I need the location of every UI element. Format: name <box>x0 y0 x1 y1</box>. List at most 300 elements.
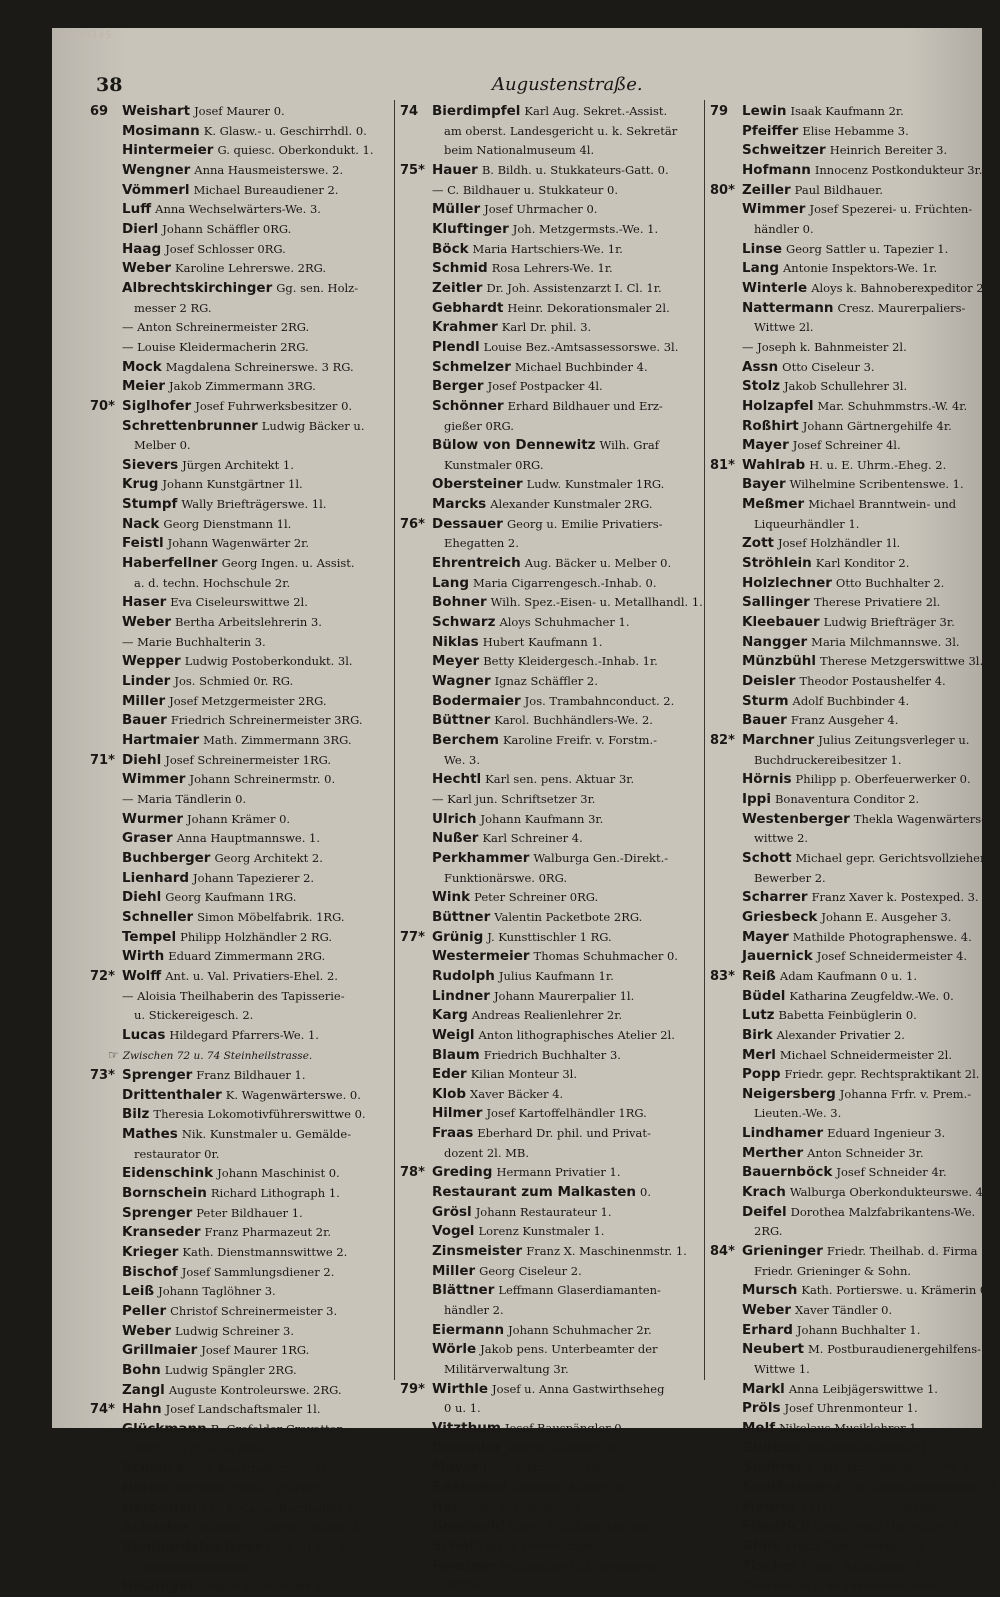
entry-text: Erhard Bildhauer und Erz- <box>507 398 663 413</box>
entry-text: Johanna Frfr. v. Prem.- <box>839 1086 972 1101</box>
resident-name: Nattermann <box>742 299 834 316</box>
directory-entry <box>710 338 980 358</box>
resident-name: Reinhardstoettner <box>122 1538 263 1555</box>
directory-entry <box>90 1086 390 1106</box>
entry-continuation <box>400 751 702 771</box>
directory-entry <box>90 200 390 220</box>
entry-text: Jos. Trambahnconduct. 2. <box>524 693 675 708</box>
directory-entry <box>400 220 702 240</box>
note-text: Zwischen 72 u. 74 Steinheilstrasse. <box>122 1049 313 1062</box>
resident-name: Edelmann <box>432 1478 508 1495</box>
directory-entry <box>90 358 390 378</box>
resident-name: Holste <box>122 1479 171 1496</box>
directory-entry <box>90 377 390 397</box>
entry-continuation <box>90 574 390 594</box>
resident-name: Wörle <box>432 1341 477 1358</box>
directory-entry <box>710 122 980 142</box>
scan-id: 00038345 <box>56 30 113 41</box>
entry-text: Joseph Gastwirth 0. <box>505 1440 621 1455</box>
directory-entry <box>90 1164 390 1184</box>
resident-name: Meyer <box>432 653 480 670</box>
directory-entry <box>400 1537 702 1557</box>
resident-name: Stumpf <box>122 496 178 513</box>
resident-name: Bierdimpfel <box>432 103 521 119</box>
entry-text: Josef Kartoffelhändler 1RG. <box>486 1106 647 1121</box>
entry-text: Louise Bez.-Amtsassessorswe. 3l. <box>483 339 679 354</box>
entry-text: Friedr. Theilhab. d. Firma <box>826 1244 978 1259</box>
resident-name: Greding <box>432 1164 493 1181</box>
resident-name: Melf <box>742 1419 776 1436</box>
resident-name: Büdel <box>742 987 786 1004</box>
resident-name: Rudolph <box>432 967 495 984</box>
resident-name: Neigersberg <box>742 1085 836 1102</box>
directory-entry <box>90 1223 390 1243</box>
resident-name: Grösl <box>432 1203 472 1220</box>
resident-name: Marchner <box>742 732 815 748</box>
entry-text: Ludwig Bäcker u. <box>261 418 365 433</box>
entry-text: Georg Sattler u. Tapezier 1. <box>786 241 949 256</box>
resident-name: Holzapfel <box>742 397 814 414</box>
resident-name: Haser <box>122 594 167 611</box>
directory-entry <box>90 908 390 928</box>
house-number: 74* <box>90 1402 115 1418</box>
entry-continuation <box>710 1104 980 1124</box>
resident-name: Haberfellner <box>122 555 218 572</box>
directory-entry <box>90 928 390 948</box>
resident-name: Hofmann <box>742 161 811 178</box>
directory-entry <box>710 1046 980 1066</box>
entry-text: Peter Bildhauer 1. <box>196 1205 303 1220</box>
directory-entry <box>710 299 980 319</box>
resident-name: Schott <box>742 849 792 866</box>
entry-text: Josef Holzhändler 1l. <box>777 536 901 551</box>
entry-text: David pens. Hartschier 3. <box>813 1519 963 1534</box>
resident-name: Marcks <box>432 496 487 513</box>
entry-text: Antonie Inspektors-We. 1r. <box>783 261 938 276</box>
directory-entry <box>710 1242 980 1262</box>
resident-name: Lang <box>742 260 779 277</box>
entry-text: Philipp p. Oberfeuerwerker 0. <box>795 772 971 787</box>
entry-text: Wilhelmine Scribentenswe. 1. <box>789 477 964 492</box>
directory-entry <box>90 495 390 515</box>
entry-text: Friedr. Acquisiteur 4. <box>801 1558 926 1573</box>
directory-entry <box>90 1381 390 1401</box>
entry-text: Aug. Bäcker u. Melber 0. <box>524 556 672 571</box>
directory-entry <box>90 181 390 201</box>
directory-entry <box>710 888 980 908</box>
directory-entry <box>400 358 702 378</box>
resident-name: Popp <box>742 1066 781 1083</box>
resident-name: Deifel <box>742 1203 787 1220</box>
entry-text: Leffmann Glaserdiamanten- <box>498 1283 661 1298</box>
resident-name: Assn <box>742 358 779 375</box>
entry-text: Babetta Feinbüglerin 0. <box>778 1008 917 1023</box>
entry-text: Johann Maurerpalier 1l. <box>493 988 635 1003</box>
directory-entry <box>90 456 390 476</box>
resident-name: Mursch <box>742 1282 798 1299</box>
directory-entry <box>90 534 390 554</box>
house-number: 71* <box>90 752 115 768</box>
directory-entry <box>90 318 390 338</box>
resident-name: Luff <box>122 201 152 218</box>
directory-entry <box>710 770 980 790</box>
resident-name: Mayer <box>742 928 789 945</box>
resident-name: Wagner <box>432 673 491 690</box>
resident-name: Ulrich <box>432 810 477 827</box>
resident-name: Grieninger <box>742 1243 823 1260</box>
entry-text: Josef Schlosser 0RG. <box>165 241 286 256</box>
entry-text: Auguste Kontroleurswe. 2RG. <box>168 1382 342 1397</box>
directory-entry <box>710 358 980 378</box>
directory-entry <box>90 259 390 279</box>
entry-text: Gymnasialprofessor 3. <box>134 1559 265 1574</box>
entry-text: Georg Ingen. u. Assist. <box>221 556 355 571</box>
entry-text: Ludwig Spängler 2RG. <box>164 1363 297 1377</box>
directory-entry <box>710 613 980 633</box>
directory-entry <box>400 810 702 830</box>
entry-continuation <box>710 829 980 849</box>
entry-text: — Karl jun. Schriftsetzer 3r. <box>432 791 596 806</box>
house-number: 70* <box>90 398 115 414</box>
resident-name: Münzbühl <box>742 653 817 670</box>
directory-entry <box>710 259 980 279</box>
entry-text: — Marie Buchhalterin 3. <box>122 634 266 649</box>
entry-text: Elise Hebamme 3. <box>802 123 909 138</box>
directory-entry <box>710 1281 991 1301</box>
entry-continuation <box>710 1262 980 1282</box>
directory-entry <box>400 200 702 220</box>
directory-entry <box>90 1263 390 1283</box>
entry-continuation <box>90 299 390 319</box>
directory-entry <box>400 1104 702 1124</box>
entry-text: Anna Hauptmannswe. 1. <box>176 831 321 846</box>
entry-continuation <box>710 1360 980 1380</box>
entry-text: Andreas Realienlehrer 2r. <box>471 1008 623 1023</box>
directory-entry <box>90 1479 390 1499</box>
entry-continuation <box>710 1222 980 1242</box>
directory-entry <box>400 652 702 672</box>
resident-name: Leiß <box>122 1283 155 1300</box>
directory-entry <box>90 1459 390 1479</box>
house-number: 76* <box>400 516 425 532</box>
directory-entry <box>400 161 702 181</box>
entry-text: Josef Postpacker 4l. <box>487 379 603 394</box>
resident-name: Deisler <box>742 673 796 690</box>
entry-text: Dr. Joh. Assistenzarzt I. Cl. 1r. <box>486 280 662 295</box>
entry-text: Josef Landschaftsmaler 1l. <box>165 1402 321 1417</box>
resident-name: Lang <box>432 574 469 591</box>
directory-entry <box>400 1419 702 1439</box>
resident-name: Peller <box>122 1303 167 1320</box>
directory-entry <box>90 692 390 712</box>
directory-entry <box>400 436 702 456</box>
resident-name: Westermeier <box>432 948 530 965</box>
directory-entry <box>710 810 985 830</box>
entry-text: beim Nationalmuseum 4l. <box>444 143 595 158</box>
entry-text: Militärverwaltung 3r. <box>444 1362 569 1376</box>
entry-continuation <box>400 1144 702 1164</box>
entry-text: Buchdruckereibesitzer 1. <box>754 752 902 767</box>
entry-text: Dr. Karl von k. <box>266 1539 351 1554</box>
entry-continuation <box>400 1301 702 1321</box>
entry-text: Johann Restaurateur 1. <box>475 1204 612 1219</box>
directory-entry <box>90 1243 390 1263</box>
directory-entry <box>710 947 980 967</box>
house-number: 81* <box>710 457 735 473</box>
entry-continuation <box>400 141 702 161</box>
entry-text: Kath. Portierswe. u. Krämerin 0. <box>801 1283 991 1298</box>
resident-name: Schieß <box>122 1460 173 1477</box>
entry-text: Magdalena Schreinerswe. 3 RG. <box>165 359 354 374</box>
directory-entry <box>710 1321 980 1341</box>
resident-name: Hauer <box>432 161 478 178</box>
directory-entry <box>400 908 702 928</box>
resident-name: Schweitzer <box>742 142 826 159</box>
entry-text: Wally Briefträgerswe. 1l. <box>181 497 327 512</box>
directory-entry <box>90 1282 390 1302</box>
directory-entry <box>400 1478 702 1498</box>
directory-entry <box>710 554 980 574</box>
resident-name: Schmid <box>432 260 488 277</box>
resident-name: Lienhard <box>122 869 190 886</box>
resident-name: Glink <box>742 1537 781 1554</box>
resident-name: Sturm <box>742 692 789 709</box>
entry-text: Katharina Zeugfeldw.-We. 0. <box>789 988 954 1003</box>
entry-text: — Louise Kleidermacherin 2RG. <box>122 339 309 354</box>
resident-name: Hörnis <box>742 771 792 788</box>
directory-entry <box>400 240 702 260</box>
directory-entry <box>710 1439 980 1459</box>
resident-name: Lutz <box>742 1007 775 1024</box>
directory-entry <box>400 1026 702 1046</box>
resident-name: Stolz <box>742 378 780 395</box>
entry-text: Maria Cigarrengesch.-Inhab. 0. <box>473 575 657 590</box>
resident-name: Plendl <box>432 338 480 355</box>
entry-text: Friedr. gepr. Rechtspraktikant 2l. <box>784 1067 980 1082</box>
entry-text: Johann Krämer 0. <box>187 811 291 826</box>
resident-name: Griesbeck <box>742 908 818 925</box>
entry-text: Bertha Arbeitslehrerin 3. <box>175 615 322 630</box>
directory-entry <box>710 731 980 751</box>
resident-name: Ippi <box>742 790 771 807</box>
directory-entry <box>400 947 702 967</box>
directory-entry <box>400 1557 702 1577</box>
entry-text: Theresia Lokomotivführerswittwe 0. <box>153 1107 366 1122</box>
resident-name: Karg <box>432 1007 468 1024</box>
directory-entry <box>710 534 980 554</box>
resident-name: Bauernböck <box>742 1164 833 1181</box>
resident-name: Vömmerl <box>122 181 190 198</box>
resident-name: Wepper <box>122 653 181 670</box>
resident-name: Vogel <box>432 1223 475 1240</box>
directory-entry <box>400 1458 702 1478</box>
house-number: 79* <box>400 1381 425 1397</box>
directory-entry <box>400 928 702 948</box>
entry-text: Ludw. Kunstmaler 1RG. <box>526 477 665 492</box>
resident-name: Wahlrab <box>742 456 806 473</box>
resident-name: Meier <box>122 378 166 395</box>
directory-entry <box>710 495 980 515</box>
entry-text: Lieuten.-We. 3. <box>754 1106 842 1121</box>
directory-entry <box>400 1517 702 1537</box>
entry-text: Karoline Freifr. v. Forstm.- <box>502 733 657 747</box>
resident-name: Hechtl <box>432 771 482 788</box>
page-number: 38 <box>96 74 123 96</box>
resident-name: Ströhlein <box>742 555 812 572</box>
resident-name: Lindner <box>432 987 490 1004</box>
entry-text: Georg Kaufmann 1RG. <box>165 890 297 905</box>
column-divider <box>394 100 395 1380</box>
entry-continuation <box>400 1360 702 1380</box>
resident-name: Siglhofer <box>122 397 192 414</box>
directory-entry <box>710 1478 1000 1498</box>
cross-street-note <box>90 1046 390 1067</box>
resident-name: Weber <box>122 260 172 277</box>
entry-text: Emilie Kunstmalerswe. 1r. <box>176 1461 331 1476</box>
resident-name: Merl <box>742 1046 776 1063</box>
entry-text: Georg Ciseleur 2. <box>479 1263 582 1278</box>
directory-entry <box>400 1163 702 1183</box>
entry-text: u. Stickereigesch. 2. <box>134 1008 254 1023</box>
entry-text: Betty Kleidergesch.-Inhab. 1r. <box>483 654 658 669</box>
resident-name: Schwarz <box>432 614 496 631</box>
entry-text: Eberhard Dr. phil. und Privat- <box>477 1126 651 1141</box>
directory-entry <box>90 475 390 495</box>
resident-name: Forstner <box>432 1557 497 1574</box>
entry-continuation <box>710 869 980 889</box>
resident-name: Merther <box>742 1144 804 1161</box>
entry-text: Jakob Schullehrer 3l. <box>783 379 908 394</box>
resident-name: Krahmer <box>432 319 498 336</box>
directory-entry <box>90 1400 390 1420</box>
directory-entry <box>90 652 390 672</box>
directory-entry <box>90 1361 390 1381</box>
entry-text: Alexander Kunstmaler 2RG. <box>490 497 653 512</box>
directory-entry <box>90 1577 390 1597</box>
directory-entry <box>710 1124 980 1144</box>
entry-text: Eduard Zimmermann 2RG. <box>168 949 326 964</box>
entry-text: Walburga Gen.-Direkt.- <box>533 850 669 865</box>
street-header: Augustenstraße. <box>492 74 643 95</box>
resident-name: Diehl <box>122 889 162 906</box>
entry-text: H. u. E. Uhrm.-Eheg. 2. <box>809 457 947 472</box>
directory-entry <box>90 338 390 358</box>
house-number: 84* <box>710 1244 735 1260</box>
resident-name: Berchem <box>432 732 499 748</box>
resident-name: Nack <box>122 515 160 532</box>
entry-text: Wilhelm k. Eisenb.-Offizial 3. <box>193 1520 363 1535</box>
directory-entry <box>400 1340 702 1360</box>
resident-name: Gillitzer <box>742 1439 802 1456</box>
directory-entry <box>400 1281 702 1301</box>
directory-entry <box>400 1321 702 1341</box>
entry-text: Ignaz Schäffler 2. <box>494 674 598 689</box>
resident-name: Wolff <box>122 967 162 984</box>
directory-entry <box>710 279 988 299</box>
directory-entry <box>710 377 980 397</box>
entry-text: Christian Krämer 0l. <box>511 1479 632 1494</box>
entry-text: M. Postburaudienergehilfens- <box>808 1342 982 1357</box>
entry-continuation <box>400 1576 702 1596</box>
resident-name: Mayer <box>742 437 789 454</box>
directory-entry <box>710 1163 980 1183</box>
directory-entry <box>90 1204 390 1224</box>
resident-name: Sievers <box>122 456 179 473</box>
directory-page <box>52 28 1000 1595</box>
resident-name: Schuster <box>122 1519 190 1536</box>
directory-entry <box>90 220 390 240</box>
entry-text: — C. Bildhauer u. Stukkateur 0. <box>432 182 619 197</box>
directory-entry <box>90 102 390 122</box>
directory-entry <box>710 849 990 869</box>
directory-entry <box>90 613 390 633</box>
entry-text: Friedr. Grieninger & Sohn. <box>754 1263 912 1278</box>
directory-entry <box>400 987 702 1007</box>
directory-entry <box>90 1499 390 1519</box>
entry-text: Kunstmaler 0RG. <box>444 457 544 472</box>
entry-text: Georg Dienstmann 1l. <box>163 516 292 531</box>
resident-name: Hartmaier <box>122 732 200 748</box>
directory-entry <box>400 181 702 201</box>
entry-text: Maria Hartschiers-We. 1r. <box>472 241 623 256</box>
entry-text: Josef Maurer 1RG. <box>201 1343 310 1358</box>
directory-entry <box>400 1183 702 1203</box>
entry-text: Friedrich Schreinermeister 3RG. <box>170 713 363 728</box>
resident-name: Lewin <box>742 103 787 119</box>
directory-entry <box>90 554 390 574</box>
entry-text: Hubert Kaufmann 1. <box>482 634 603 649</box>
entry-text: Ant. u. Val. Privatiers-Ehel. 2. <box>165 968 338 983</box>
house-number: 74 <box>400 104 419 119</box>
entry-text: restaurator 0r. <box>134 1146 220 1161</box>
resident-name: Mayer <box>432 1459 479 1476</box>
entry-text: Kath. Dienstmannswittwe 2. <box>182 1245 348 1260</box>
entry-text: Karoline Lehrerswe. 2RG. <box>175 261 327 276</box>
entry-text: Xaver Schuhmachermstr. 2. <box>508 1519 671 1534</box>
entry-text: Ehegatten 2. <box>444 536 519 551</box>
directory-entry <box>90 1538 390 1558</box>
resident-name: Diehl <box>122 751 162 768</box>
entry-text: Josef Uhrenmonteur 1. <box>784 1401 918 1416</box>
directory-entry <box>710 987 980 1007</box>
directory-entry <box>400 318 702 338</box>
entry-text: Michael Schneidermeister 2l. <box>779 1047 952 1062</box>
entry-text: K. Wagenwärterswe. 0. <box>225 1087 361 1102</box>
resident-name: Mathes <box>122 1126 178 1143</box>
resident-name: Eder <box>432 1066 467 1083</box>
entry-text: Xaver Tändler 0. <box>795 1303 893 1318</box>
entry-continuation <box>400 456 702 476</box>
resident-name: Müller <box>432 201 481 218</box>
entry-continuation <box>710 751 980 771</box>
resident-name: Maurer <box>742 1498 797 1515</box>
entry-continuation <box>710 515 980 535</box>
resident-name: Wimmer <box>742 201 806 218</box>
directory-entry <box>710 397 980 417</box>
entry-text: Paul Bildhauer. <box>794 182 884 197</box>
entry-text: — Joseph k. Bahnmeister 2l. <box>742 339 907 354</box>
entry-text: Friedrich Buchhalter 3. <box>483 1047 621 1062</box>
entry-text: Johann Schäffler 0RG. <box>162 221 292 236</box>
entry-text: Ludwig Postoberkondukt. 3l. <box>184 654 353 669</box>
directory-entry <box>400 574 702 594</box>
resident-name: Glückmann <box>122 1420 207 1437</box>
entry-text: Philipp Holzhändler 2 RG. <box>180 929 333 944</box>
directory-entry <box>710 908 980 928</box>
resident-name: Dummler <box>432 1439 502 1456</box>
house-number: 77* <box>400 929 425 945</box>
resident-name: Eidenschink <box>122 1165 214 1182</box>
